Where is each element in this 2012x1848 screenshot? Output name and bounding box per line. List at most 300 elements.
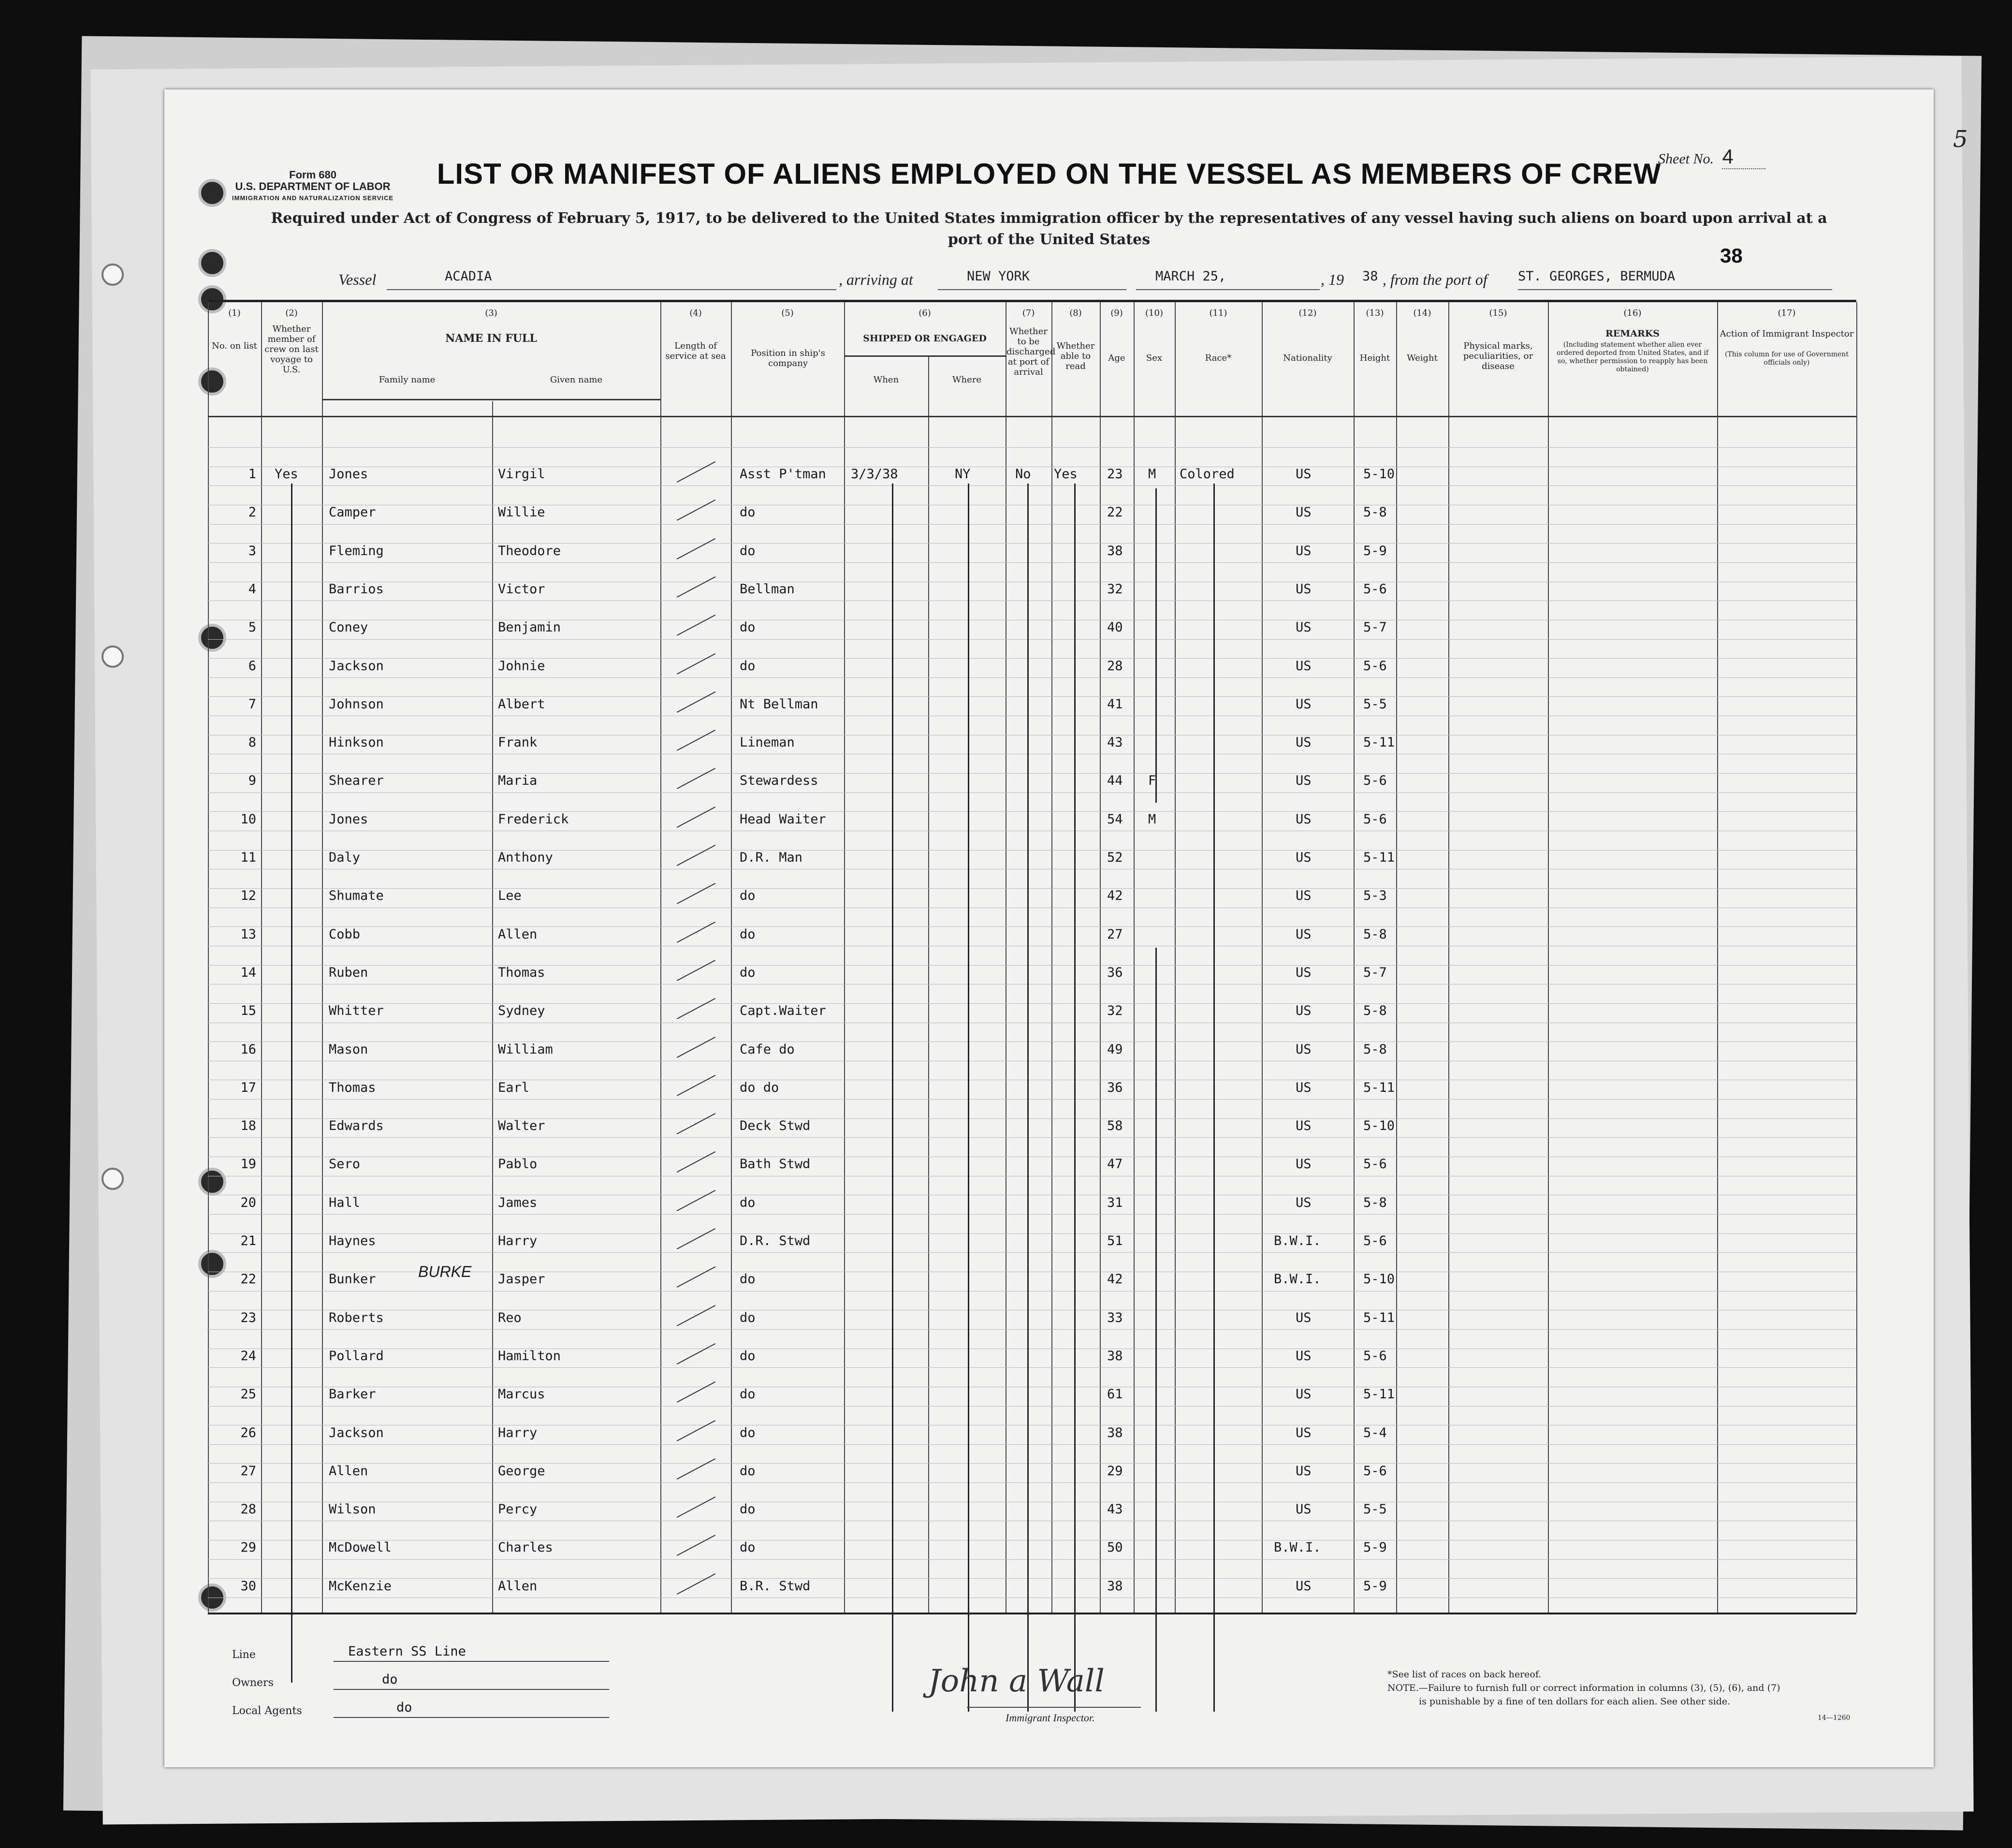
nationality: US [1296, 1157, 1312, 1172]
form-title: LIST OR MANIFEST OF ALIENS EMPLOYED ON THE VESSEL AS MEMBERS OF CREW [437, 158, 1662, 190]
height: 5-8 [1363, 1003, 1387, 1019]
sex: F [1148, 773, 1156, 789]
given-name: Theodore [498, 543, 561, 558]
binder-hole [102, 264, 124, 286]
service-tick-mark [677, 1535, 715, 1556]
service-tick-mark [677, 1305, 715, 1326]
given-name: Anthony [498, 850, 553, 865]
row-number: 29 [240, 1540, 256, 1555]
arrival-port: NEW YORK [967, 269, 1030, 284]
age: 40 [1107, 620, 1123, 635]
position: D.R. Stwd [740, 1233, 811, 1248]
arrival-date: MARCH 25, [1155, 269, 1226, 284]
given-name: Frederick [498, 811, 569, 827]
age: 44 [1107, 773, 1123, 789]
age: 38 [1107, 1348, 1123, 1364]
height: 5-11 [1363, 735, 1395, 750]
position: do [740, 1310, 756, 1325]
col-num: (7) [1022, 308, 1035, 318]
position: do do [740, 1080, 779, 1095]
nationality: US [1296, 581, 1312, 597]
position: do [740, 620, 756, 635]
header-name-in-full: NAME IN FULL [445, 332, 537, 345]
service-tick-mark [677, 1266, 715, 1288]
family-name: Thomas [329, 1080, 376, 1095]
age: 41 [1107, 696, 1123, 712]
col-num: (11) [1209, 308, 1227, 318]
row-number: 10 [240, 811, 256, 827]
row-number: 21 [240, 1233, 256, 1248]
nationality: US [1296, 467, 1312, 482]
family-name: Coney [329, 620, 368, 635]
height: 5-8 [1363, 505, 1387, 520]
height: 5-8 [1363, 1041, 1387, 1057]
service-tick-mark [677, 730, 715, 751]
height: 5-6 [1363, 1233, 1387, 1248]
col-num: (13) [1366, 308, 1384, 318]
position: do [740, 505, 756, 520]
age: 54 [1107, 811, 1123, 827]
position: B.R. Stwd [740, 1578, 811, 1594]
position: do [740, 888, 756, 904]
row-number: 8 [248, 735, 256, 750]
family-name: Barrios [329, 581, 384, 597]
nationality: US [1296, 1041, 1312, 1057]
service-tick-mark [677, 1228, 715, 1249]
family-name: Johnson [329, 696, 384, 712]
row-number: 9 [248, 773, 256, 789]
height: 5-11 [1363, 1080, 1395, 1095]
binder-hole [102, 645, 124, 668]
sheet-number-label: Sheet No. [1658, 151, 1714, 167]
age: 33 [1107, 1310, 1123, 1325]
col-num: (2) [285, 308, 298, 318]
service-tick-mark [677, 615, 715, 636]
age: 29 [1107, 1463, 1123, 1479]
service-tick-mark [677, 1458, 715, 1480]
given-name: Lee [498, 888, 522, 904]
given-name: Allen [498, 1578, 538, 1594]
row-number: 30 [240, 1578, 256, 1594]
col-num: (1) [228, 308, 241, 318]
given-name: Earl [498, 1080, 530, 1095]
given-name: Sydney [498, 1003, 545, 1019]
margin-mark: 5 [1953, 126, 1968, 153]
height: 5-11 [1363, 1387, 1395, 1402]
header-height: Height [1359, 353, 1390, 363]
service-tick-mark [677, 1190, 715, 1211]
position: D.R. Man [740, 850, 803, 865]
col-num: (10) [1145, 308, 1163, 318]
col-num: (5) [781, 308, 794, 318]
given-name: Walter [498, 1118, 545, 1134]
col-num: (15) [1489, 308, 1507, 318]
position: do [740, 543, 756, 558]
row-number: 12 [240, 888, 256, 904]
row-number: 22 [240, 1272, 256, 1287]
family-name: Bunker [329, 1272, 376, 1287]
crew-table [208, 300, 1856, 1614]
row-number: 23 [240, 1310, 256, 1325]
row-number: 6 [248, 658, 256, 674]
penalty-note: NOTE.—Failure to furnish full or correct information in columns (3), (5), (6), and (7) [1387, 1683, 1780, 1693]
header-family-name: Family name [379, 375, 436, 385]
vessel-name: ACADIA [445, 269, 492, 284]
nationality: US [1296, 773, 1312, 789]
height: 5-6 [1363, 581, 1387, 597]
nationality: US [1296, 658, 1312, 674]
shipped-when-value: 3/3/38 [851, 467, 898, 482]
height: 5-5 [1363, 696, 1387, 712]
service-tick-mark [677, 538, 715, 559]
penalty-note-cont: is punishable by a fine of ten dollars for each alien. See other side. [1419, 1696, 1731, 1707]
nationality: US [1296, 1502, 1312, 1517]
header-physical-marks: Physical marks, peculiarities, or disease [1463, 341, 1533, 371]
header-shipped-or-engaged: SHIPPED OR ENGAGED [863, 333, 987, 344]
service-tick-mark [677, 576, 715, 598]
row-number: 20 [240, 1195, 256, 1210]
service-tick-mark [677, 960, 715, 981]
service-tick-mark [677, 807, 715, 828]
service-tick-mark [677, 1343, 715, 1364]
nationality: US [1296, 965, 1312, 980]
row-number: 26 [240, 1425, 256, 1440]
header-able-to-read: Whether able to read [1056, 341, 1095, 371]
header-length-of-service: Length of service at sea [665, 341, 726, 361]
age: 47 [1107, 1157, 1123, 1172]
position: Nt Bellman [740, 696, 818, 712]
age: 23 [1107, 467, 1123, 482]
row-number: 7 [248, 696, 256, 712]
height: 5-9 [1363, 543, 1387, 558]
service-tick-mark [677, 1113, 715, 1134]
position: do [740, 1425, 756, 1440]
height: 5-6 [1363, 773, 1387, 789]
service-tick-mark [677, 998, 715, 1019]
row-number: 11 [240, 850, 256, 865]
age: 43 [1107, 735, 1123, 750]
family-name: Jones [329, 811, 368, 827]
vessel-line [164, 271, 1934, 295]
nationality: US [1296, 696, 1312, 712]
given-name: William [498, 1041, 553, 1057]
family-name: Haynes [329, 1233, 376, 1248]
last-voyage-value: Yes [275, 467, 298, 482]
service-tick-mark [677, 1036, 715, 1057]
page-number: 38 [1720, 244, 1743, 267]
name-correction: BURKE [418, 1263, 472, 1281]
service-tick-mark [677, 845, 715, 866]
header-last-voyage: Whether member of crew on last voyage to U.S. [264, 324, 319, 375]
row-number: 19 [240, 1157, 256, 1172]
row-number: 2 [248, 505, 256, 520]
height: 5-4 [1363, 1425, 1387, 1440]
height: 5-6 [1363, 811, 1387, 827]
given-name: James [498, 1195, 538, 1210]
header-inspector-action: Action of Immigrant Inspector [1720, 329, 1854, 339]
col-num: (14) [1413, 308, 1431, 318]
nationality: US [1296, 543, 1312, 558]
col-num: (17) [1778, 308, 1796, 318]
nationality: US [1296, 926, 1312, 942]
position: do [740, 658, 756, 674]
given-name: Marcus [498, 1387, 545, 1402]
family-name: Camper [329, 505, 376, 520]
family-name: Whitter [329, 1003, 384, 1019]
service-tick-mark [677, 499, 715, 521]
family-name: Edwards [329, 1118, 384, 1134]
local-agents-value: do [396, 1700, 412, 1715]
row-number: 16 [240, 1041, 256, 1057]
height: 5-10 [1363, 1272, 1395, 1287]
position: Cafe do [740, 1041, 795, 1057]
given-name: Willie [498, 505, 545, 520]
print-code: 14—1260 [1818, 1714, 1851, 1722]
year-prefix: , 19 [1321, 271, 1344, 288]
line-label: Line [232, 1649, 256, 1661]
given-name: Charles [498, 1540, 553, 1555]
form-subtitle: Required under Act of Congress of February 5, 1917, to be delivered to the United States immigration officer by the representatives of any vessel having such aliens on board upon arrival at a port of the United States [271, 210, 1827, 248]
header-remarks: REMARKS [1605, 328, 1660, 339]
arriving-label: , arriving at [839, 271, 913, 288]
vessel-label: Vessel [338, 271, 377, 288]
shipped-where-value: NY [955, 467, 971, 482]
given-name: Allen [498, 926, 538, 942]
height: 5-10 [1363, 467, 1395, 482]
local-agents-label: Local Agents [232, 1705, 302, 1717]
service-tick-mark [677, 883, 715, 904]
position: Capt.Waiter [740, 1003, 826, 1019]
family-name: McDowell [329, 1540, 392, 1555]
header-discharged: Whether to be discharged at port of arrival [1006, 326, 1056, 377]
race-value: Colored [1180, 467, 1235, 482]
given-name: George [498, 1463, 545, 1479]
age: 22 [1107, 505, 1123, 520]
col-num: (4) [689, 308, 702, 318]
nationality: US [1296, 1195, 1312, 1210]
header-remarks-note: (Including statement whether alien ever ordered deported from United States, and if so, whether permission to reapply has been obtained) [1556, 341, 1709, 373]
age: 58 [1107, 1118, 1123, 1134]
height: 5-11 [1363, 850, 1395, 865]
row-number: 15 [240, 1003, 256, 1019]
header-race: Race* [1205, 353, 1232, 363]
header-position: Position in ship's company [751, 348, 825, 368]
row-number: 14 [240, 965, 256, 980]
nationality: US [1296, 1578, 1312, 1594]
given-name: Frank [498, 735, 538, 750]
family-name: Ruben [329, 965, 368, 980]
service-tick-mark [677, 1573, 715, 1595]
sex: M [1148, 811, 1156, 827]
height: 5-9 [1363, 1578, 1387, 1594]
col-num: (6) [919, 308, 931, 318]
nationality: US [1296, 1118, 1312, 1134]
position: do [740, 1463, 756, 1479]
manifest-footer [222, 1639, 1866, 1750]
given-name: Victor [498, 581, 545, 597]
family-name: Jones [329, 467, 368, 482]
age: 50 [1107, 1540, 1123, 1555]
age: 38 [1107, 543, 1123, 558]
given-name: Hamilton [498, 1348, 561, 1364]
header-no-on-list: No. on list [212, 341, 257, 351]
age: 38 [1107, 1578, 1123, 1594]
age: 32 [1107, 1003, 1123, 1019]
nationality: US [1296, 811, 1312, 827]
service-tick-mark [677, 691, 715, 713]
given-name: Jasper [498, 1272, 545, 1287]
row-number: 24 [240, 1348, 256, 1364]
height: 5-6 [1363, 1348, 1387, 1364]
row-number: 25 [240, 1387, 256, 1402]
row-number: 1 [248, 467, 256, 482]
position: do [740, 1502, 756, 1517]
able-to-read-value: Yes [1054, 467, 1078, 482]
nationality: US [1296, 850, 1312, 865]
nationality: US [1296, 735, 1312, 750]
position: Stewardess [740, 773, 818, 789]
given-name: Percy [498, 1502, 538, 1517]
height: 5-11 [1363, 1310, 1395, 1325]
row-number: 4 [248, 581, 256, 597]
manifest-sheet [164, 89, 1968, 1767]
family-name: Fleming [329, 543, 384, 558]
row-number: 27 [240, 1463, 256, 1479]
nationality: US [1296, 1003, 1312, 1019]
position: do [740, 1387, 756, 1402]
row-number: 18 [240, 1118, 256, 1134]
age: 36 [1107, 1080, 1123, 1095]
position: do [740, 1195, 756, 1210]
inspector-label: Immigrant Inspector. [1006, 1712, 1095, 1724]
age: 52 [1107, 850, 1123, 865]
nationality: US [1296, 1387, 1312, 1402]
age: 49 [1107, 1041, 1123, 1057]
service-tick-mark [677, 1420, 715, 1441]
age: 42 [1107, 1272, 1123, 1287]
header-given-name: Given name [550, 375, 603, 385]
position: do [740, 1540, 756, 1555]
nationality: US [1296, 1348, 1312, 1364]
service: IMMIGRATION AND NATURALIZATION SERVICE [232, 194, 394, 202]
age: 31 [1107, 1195, 1123, 1210]
inspector-signature: John a Wall [928, 1663, 1105, 1699]
service-tick-mark [677, 922, 715, 943]
age: 27 [1107, 926, 1123, 942]
age: 28 [1107, 658, 1123, 674]
position: do [740, 1348, 756, 1364]
service-tick-mark [677, 1496, 715, 1518]
age: 36 [1107, 965, 1123, 980]
given-name: Benjamin [498, 620, 561, 635]
form-number: Form 680 [289, 169, 336, 181]
header-nationality: Nationality [1283, 353, 1332, 363]
from-label: , from the port of [1383, 271, 1487, 288]
nationality: B.W.I. [1274, 1540, 1321, 1555]
given-name: Thomas [498, 965, 545, 980]
header-weight: Weight [1407, 353, 1438, 363]
given-name: Harry [498, 1425, 538, 1440]
owners-value: do [382, 1672, 398, 1687]
service-tick-mark [677, 768, 715, 789]
position: Bath Stwd [740, 1157, 811, 1172]
owners-label: Owners [232, 1677, 274, 1689]
nationality: US [1296, 620, 1312, 635]
family-name: Sero [329, 1157, 361, 1172]
height: 5-7 [1363, 965, 1387, 980]
col-num: (12) [1298, 308, 1317, 318]
department: U.S. DEPARTMENT OF LABOR [235, 180, 391, 192]
service-tick-mark [677, 1151, 715, 1173]
discharged-value: No [1015, 467, 1031, 482]
race-note: *See list of races on back hereof. [1387, 1669, 1542, 1680]
header-sex: Sex [1146, 353, 1163, 363]
family-name: Wilson [329, 1502, 376, 1517]
col-num: (9) [1110, 308, 1123, 318]
height: 5-7 [1363, 620, 1387, 635]
age: 43 [1107, 1502, 1123, 1517]
nationality: US [1296, 888, 1312, 904]
header-inspector-note: (This column for use of Government officials only) [1725, 351, 1849, 367]
family-name: Hinkson [329, 735, 384, 750]
arrival-year: 38 [1362, 269, 1378, 284]
position: do [740, 1272, 756, 1287]
height: 5-9 [1363, 1540, 1387, 1555]
given-name: Reo [498, 1310, 522, 1325]
position: Bellman [740, 581, 795, 597]
line-value: Eastern SS Line [348, 1644, 466, 1659]
col-num: (8) [1069, 308, 1082, 318]
family-name: McKenzie [329, 1578, 392, 1594]
position: Lineman [740, 735, 795, 750]
row-number: 17 [240, 1080, 256, 1095]
service-tick-mark [677, 461, 715, 483]
family-name: Cobb [329, 926, 361, 942]
col-num: (16) [1623, 308, 1642, 318]
age: 32 [1107, 581, 1123, 597]
family-name: Barker [329, 1387, 376, 1402]
row-number: 3 [248, 543, 256, 558]
height: 5-10 [1363, 1118, 1395, 1134]
nationality: US [1296, 1425, 1312, 1440]
height: 5-3 [1363, 888, 1387, 904]
sheet-number-value: 4 [1722, 145, 1765, 169]
nationality: B.W.I. [1274, 1233, 1321, 1248]
age: 38 [1107, 1425, 1123, 1440]
age: 61 [1107, 1387, 1123, 1402]
binder-hole [102, 1168, 124, 1190]
family-name: Mason [329, 1041, 368, 1057]
position: Deck Stwd [740, 1118, 811, 1134]
service-tick-mark [677, 1381, 715, 1403]
position: Head Waiter [740, 811, 826, 827]
nationality: B.W.I. [1274, 1272, 1321, 1287]
given-name: Pablo [498, 1157, 538, 1172]
family-name: Pollard [329, 1348, 384, 1364]
given-name: Albert [498, 696, 545, 712]
height: 5-6 [1363, 1157, 1387, 1172]
family-name: Roberts [329, 1310, 384, 1325]
service-tick-mark [677, 653, 715, 674]
height: 5-6 [1363, 1463, 1387, 1479]
family-name: Shumate [329, 888, 384, 904]
height: 5-5 [1363, 1502, 1387, 1517]
position: Asst P'tman [740, 467, 826, 482]
row-number: 5 [248, 620, 256, 635]
nationality: US [1296, 1310, 1312, 1325]
age: 42 [1107, 888, 1123, 904]
given-name: Johnie [498, 658, 545, 674]
